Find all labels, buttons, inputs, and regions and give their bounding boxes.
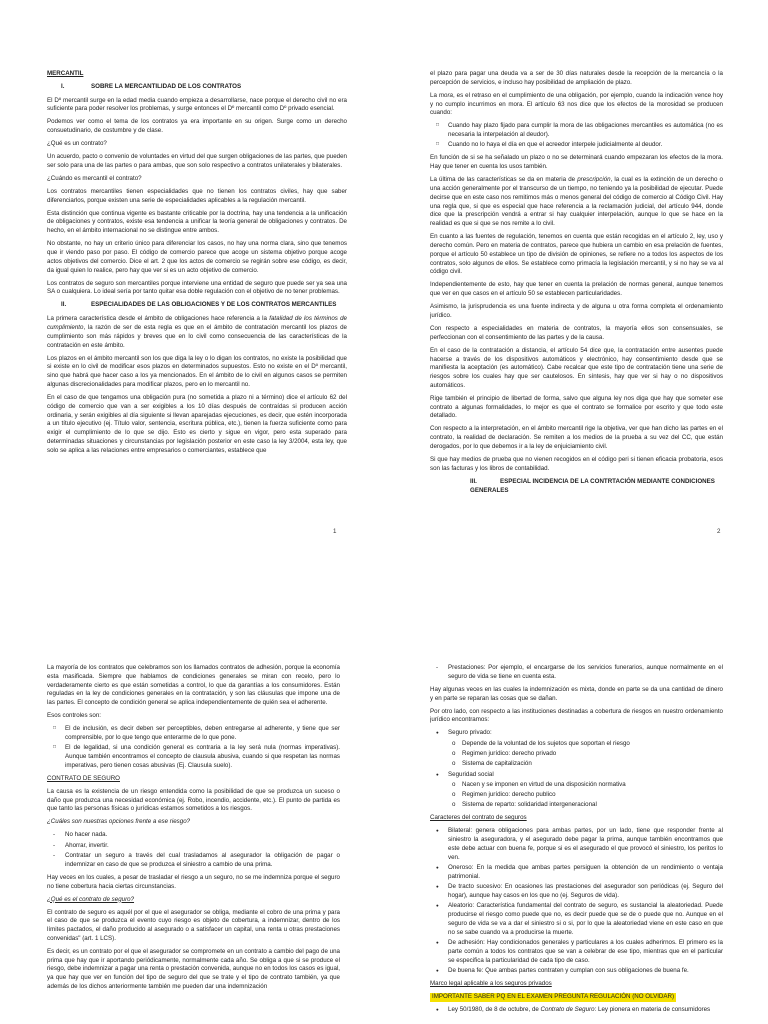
text-run: , la razón de ser de esta regla es que en el ámbito de contratación mercantil los plazos de cumplimiento son más rápidos y breves que en lo civil como consecuencia de las características de la contratación en este ámbito.: [47, 324, 347, 349]
question: [47, 818, 340, 827]
list-item: - Ahorrar, invertir.: [47, 842, 340, 851]
list-item: - Prestaciones: Por ejemplo, el encargarse de los servicios funerarios, aunque normalmente en el seguro de vida se tiene en cuenta esta.: [430, 664, 723, 682]
page-number: 1: [333, 528, 337, 535]
paragraph: Los contratos mercantiles tienen especialidades que no tienen los contratos civiles, hay que saber diferenciarlos, porque existen una serie de especialidades aplicables a la regulación mercantil.: [47, 187, 347, 204]
list-item: o Regimen jurídico: derecho publico: [430, 791, 723, 800]
paragraph: Rige también el principio de libertad de forma, salvo que alguna ley nos diga que hay que someter ese contrato a algunas formalidades, lo mejor es que el contrato se formalice por escrito y que todo este detallado.: [430, 394, 723, 420]
list-item: o Sistema de capitalización: [430, 760, 723, 769]
list-item: ● Aleatorio: Característica fundamental del contrato de seguro, es sustancial la aleatoriedad. Puede producirse el riesgo como puede que no, es decir puede que se de o puede que no. Aunque en el seguro de vida se va a dar el siniestro si o si, por lo que la aleatoriedad viene en este caso en que no se sabe cuando va a producirse la muerte.: [430, 902, 723, 937]
prestaciones-list: [430, 664, 723, 682]
paragraph: La mayoría de los contratos que celebramos son los llamados contratos de adhesión, porque la economía esta masificada. Siempre que hablamos de condiciones generales se miran con recelo, pero lo verdaderamente cierto es que están sometidas a control, lo que da garantías a los consumidores. Están reguladas en la ley de condiciones generales en la contratación, y son las cláusulas que impone una de las partes. El concepto de condición general se aplica independientemente de quién sea el adherente.: [47, 664, 340, 707]
section-heading-1: [61, 83, 347, 92]
paragraph: Un acuerdo, pacto o convenio de voluntades en virtud del que surgen obligaciones de las partes, que pueden ser solo para una de las partes o para ambas, que son solo respectivo a contratos unilaterales y bilaterales.: [47, 153, 347, 169]
paragraph: Los plazos en el ámbito mercantil son los que diga la ley o lo digan los contratos, no existe la posibilidad que si existe en lo civil de modificar esos plazos en determinados supuestos. Esto no existe en el Dº mercantil, sino que habrá que hacer caso a los ya mencionados. En el ámbito de lo civil en algunos casos se permiten algunas discrecionalidades para modificar plazos, pero en lo mercantil no.: [47, 354, 347, 388]
page-1: [47, 70, 347, 540]
paragraph: Independientemente de esto, hay que tener en cuenta la prelación de normas general, aunque tenemos que ver en que casos en el artículo 50 se establecen particularidades.: [430, 281, 723, 298]
options-list: [47, 831, 340, 869]
page-number: 2: [717, 528, 721, 535]
paragraph: Hay veces en los cuales, a pesar de trasladar el riesgo a un seguro, no se me indemniza porque el seguro no tiene cobertura hacia ciertas circunstancias.: [47, 873, 340, 890]
paragraph: Con respecto a la interpretación, en el ámbito mercantil rige la objetiva, ver que han dicho las partes en el contrato, la realidad de declaración. Se remiten a los medios de la prueba a su vez del CC, que están derogados, por lo que debemos ir a la ley de enjuiciamiento civil.: [430, 425, 723, 451]
list-item: ● Oneroso: En la medida que ambas partes persiguen la obtención de un rendimiento o ventaja patrimonial.: [430, 864, 723, 882]
section-heading: Marco legal aplicable a los seguros privados: [430, 979, 552, 987]
list-item: o Depende de la voluntad de los sujetos que soportan el riesgo: [430, 740, 723, 749]
institutions-list: [430, 729, 723, 738]
paragraph: Es decir, es un contrato por el que el asegurador se compromete en un contrato a cambio del pago de una prima que hay que ir aportando periódicamente, normalmente cada año. Se obliga a que si se produce el riesgo, debe indemnizar a pagar una renta o prestación convenida, aunque no en todos los casos es igual, ya que hay que ver en función del tipo de seguro del que se trate y el tipo de contrato también, ya que además de los dichos anteriormente también me pueden dar una indemnización: [47, 947, 340, 991]
text-run: La última de las características se da en materia de: [430, 176, 578, 184]
section-number: I.: [61, 82, 65, 90]
paragraph: Esos controles son:: [47, 712, 101, 720]
list-item: □ El de legalidad, si una condición general es contraria a la ley será nula (normas imperativas). Aunque también encontramos el concepto de clausula abusiva, cuando si que respetan las normas imperativas, pero tienen cosas abusivas (Ej. Clausula suelo).: [47, 744, 340, 770]
question: ¿Cuándo es mercantil el contrato?: [47, 174, 142, 182]
section-heading: Caracteres del contrato de seguros: [430, 814, 527, 822]
section-number: III.: [470, 477, 477, 485]
highlight-note: [430, 993, 723, 1002]
paragraph: [47, 315, 347, 350]
list-item: ● De buena fe: Que ambas partes contraten y cumplan con sus obligaciones de buena fe.: [430, 967, 723, 976]
text-run: La primera característica desde el ámbito de obligaciones hace referencia a la: [47, 315, 270, 323]
italic-question: ¿Cuáles son nuestras opciones frente a ese riesgo?: [47, 818, 191, 826]
paragraph: Si que hay medios de prueba que no vienen recogidos en el código peri si tienen eficacia probatoria, esos son las facturas y los libros de contabilidad.: [430, 456, 723, 472]
text-run: , la cual es la extinción de un derecho o una acción generalmente por el transcurso de un tiempo, no teniendo ya la posibilidad de ejecutar. Puede decirse que en este caso nos remitimos más o menos general del código de comercio al Código Civil. Hay una regla que, si que es especial que hace referencia a la reclamación judicial, del artículo 944, donde dice que la prescripción vendrá a entrar si hay cualquier interpelación, aunque lo que se hace en la realidad es que si que se nos remite a lo civil.: [430, 176, 723, 228]
paragraph: Con respecto a especialidades en materia de contratos, la mayoría ellos son consensuales, se perfeccionan con el consentimiento de las partes y de la causa.: [430, 324, 723, 341]
sublist: [430, 781, 723, 810]
paragraph: En función de si se ha señalado un plazo o no se determinará cuando empezaran los efectos de la mora. Hay que tener en cuenta los usos también.: [430, 154, 723, 171]
list-item: o Regimen jurídico: derecho privado: [430, 750, 723, 759]
paragraph: el plazo para pagar una deuda va a ser de 30 días naturales desde la recepción de la mercancía o la percepción de servicios, e incluso hay posibilidad de ampliación de plazo.: [430, 70, 723, 86]
list-item: □ Cuando no lo haya el día en que el acreedor interpele judicialmente al deudor.: [430, 141, 723, 150]
doc-title: MERCANTIL: [47, 70, 84, 77]
paragraph: En el caso de que tengamos una obligación pura (no sometida a plazo ni a término) dice el artículo 62 del código de comercio que van a ser exigibles a los 10 días después de contraídas si producen acción ordinaria, y serán exigibles al día siguiente si llevan aparejadas ejecuciones, es decir, que estén incorporada a un título ejecutivo (ej. Título valor, sentencia, escritura pública, etc.), tienen la fuerza suficiente como para exigir el cumplimiento de lo que se dijo. Esto es cierto y sigue en vigor, pero esta superado para determinadas situaciones y circunstancias por legislación posterior en este caso la ley 3/2004, esta ley, que solo se aplica a las relaciones entre empresarios o comerciantes, establece que: [47, 393, 347, 454]
paragraph: Asimismo, la jurisprudencia es una fuente indirecta y de alguna u otra forma completa el ordenamiento jurídico.: [430, 303, 723, 319]
characteristics-list: [430, 827, 723, 975]
list-item: o Nacen y se imponen en virtud de una disposición normativa: [430, 781, 723, 790]
italic-term: fatalidad de los términos de cumplimiento: [47, 315, 347, 332]
controls-list: [47, 725, 340, 770]
section-heading-2: [61, 301, 347, 310]
law-list: [430, 1006, 723, 1015]
italic-term: mora: [438, 91, 453, 99]
section-heading-3: [470, 478, 723, 496]
highlighted-text: IMPORTANTE SABER PQ EN EL EXAMEN PREGUNTA REGULACIÓN (NO OLVIDAR): [432, 992, 675, 1000]
institutions-list: [430, 771, 723, 780]
paragraph: En el caso de la contratación a distancia, el artículo 54 dice que, la contratación entre ausentes puede hacerse a través de los dispositivos automáticos y electrónico, hay consentimiento desde que se manifiesta la aceptación (es automático). Cabe recalcar que este tipo de contratación tiene una serie de riesgos sobre los cuales hay que ser cautelosos. En síntesis, hay que ver si hay o no dispositivos automáticos.: [430, 346, 723, 389]
text-run: , es el retraso en el cumplimiento de una obligación, por ejemplo, cuando la indicación vence hoy y no cumplo incurrimos en mora. El artículo 63 nos dice que los efectos de la morosidad se producen cuando:: [430, 91, 723, 117]
paragraph: Por otro lado, con respecto a las instituciones destinadas a cobertura de riesgos en nuestro ordenamiento jurídico encontramos:: [430, 707, 723, 724]
question: ¿Qué es un contrato?: [47, 140, 107, 148]
bullet-list: [430, 122, 723, 150]
paragraph: Podemos ver como el tema de los contratos ya era importante en su origen. Surge como un derecho consuetudinario, de costumbre y de clase.: [47, 118, 347, 135]
italic-term: prescripción: [577, 176, 611, 184]
section-title: SOBRE LA MERCANTILIDAD DE LOS CONTRATOS: [91, 82, 242, 90]
list-item: □ Cuando hay plazo fijado para cumplir la mora de las obligaciones mercantiles es automática (no es necesaria la interpelación al deudor).: [430, 122, 723, 140]
page-2: [430, 70, 723, 540]
paragraph: El contrato de seguro es aquél por el que el asegurador se obliga, mediante el cobro de una prima y para el caso de que se produzca el evento cuyo riesgo es objeto de cobertura, a indemnizar, dentro de los límites pactados, el daño producido al asegurado o a satisfacer un capital, una renta u otras prestaciones convenidas" (art. 1 LCS).: [47, 908, 340, 942]
list-item: ● Seguridad social: [430, 771, 723, 780]
list-item: □ El de inclusión, es decir deben ser perceptibles, deben entregarse al adherente, y tiene que ser comprensible, por lo que tengo que enterarme de lo que pone.: [47, 725, 340, 743]
page-4: [430, 664, 723, 1024]
section-title: ESPECIALIDADES DE LAS OBLIGACIONES Y DE LOS CONTRATOS MERCANTILES: [91, 301, 337, 309]
paragraph: Hay algunas veces en las cuales la indemnización es mixta, donde en parte se da una cantidad de dinero y en parte se reparan las cosas que se dañan.: [430, 685, 723, 702]
section-heading: CONTRATO DE SEGURO: [47, 774, 120, 782]
list-item: ● Bilateral: genera obligaciones para ambas partes, por un lado, tiene que responder frente al siniestro la aseguradora, y el asegurado debe pagar la prima, aunque también encontramos que este debe actuar con buena fe, porque si es el asegurado el que provocó el siniestro, los peritos lo ven.: [430, 827, 723, 862]
sublist: [430, 740, 723, 769]
section-title: ESPECIAL INCIDENCIA DE LA CONTRTACIÓN MEDIANTE CONDICIONES GENERALES: [470, 477, 715, 494]
paragraph: El Dº mercantil surge en la edad media cuando empieza a desarrollarse, nace porque el derecho civil no era suficiente para poder resolver los problemas, y surge entonces el Dº mercantil como Dº privado esencial.: [47, 96, 347, 113]
list-item: - Contratar un seguro a través del cual trasladamos al asegurador la obligación de pagar o indemnizar en caso de que se produzca el siniestro a cambio de una prima.: [47, 852, 340, 870]
italic-term: Contrato de Seguro: [540, 1005, 595, 1013]
paragraph: Esta distinción que continua vigente es bastante criticable por la doctrina, hay una tendencia a la unificación de obligaciones y contratos, existe esa tendencia a unificar la teoría general de obligaciones y contratos. De hecho, en el ámbito internacional no se distingue entre ambos.: [47, 209, 347, 235]
list-item: - No hacer nada.: [47, 831, 340, 840]
text-run: Ley 50/1980, de 8 de octubre, de: [448, 1005, 541, 1013]
paragraph: No obstante, no hay un criterio único para diferenciar los casos, no hay una norma clara, sino que tenemos que ir viendo paso por paso. El código de comercio parece que acoge un sistema objetivo porque acoge actos objetivos del comercio. Dice el art. 2 que los actos de comercio se regirán sobre ese código, es decir, da igual quien lo realice, pero hay que ver si es un acto objetivo de comercio.: [47, 240, 347, 274]
paragraph: [430, 92, 723, 118]
paragraph: Los contratos de seguro son mercantiles porque interviene una entidad de seguro que puede ser ya sea una SA o cualquiera. Lo ideal sería por tanto quitar esa doble regulación con el objetivo de no tener problemas.: [47, 279, 347, 296]
paragraph: La causa es la existencia de un riesgo entendida como la posibilidad de que se produzca un suceso o daño que produzca una necesidad económica (ej. Robo, incendio, accidente, etc.). El punto de partida es que tanto las personas físicas o jurídicas estamos sometidos a los riesgos.: [47, 787, 340, 813]
text-run: La: [430, 91, 439, 99]
text-run: : Ley pionera en materia de consumidores: [594, 1005, 711, 1013]
list-item: o Sistema de reparto: solidaridad intergeneracional: [430, 801, 723, 810]
paragraph: [430, 176, 723, 229]
list-item: ● De adhesión: Hay condicionados generales y particulares a los cuales adherirnos. El primero es la parte común a todos los contratos que se van a celebrar de ese tipo, mientras que en el particular se especifica la particularidad de cada tipo de caso.: [430, 939, 723, 965]
list-item: [430, 1006, 723, 1015]
italic-question: ¿Qué es el contrato de seguro?: [47, 895, 135, 903]
paragraph: En cuanto a las fuentes de regulación, tenemos en cuenta que están recogidas en el artículo 2, ley, uso y derecho común. Pero en materia de contratos, parece que hubiera un cambio en esa prelación de fuentes, porque el artículo 50 establece un tipo de división de opiniones, se refiere no a todos los aspectos de los contratos, solo algunos de ellos. Se establece como primacía la legislación mercantil, y si no hay se va al código civil.: [430, 233, 723, 276]
section-number: II.: [61, 301, 67, 309]
page-3: [47, 664, 340, 1024]
list-item: ● De tracto sucesivo: En ocasiones las prestaciones del asegurador son periódicas (ej. Seguro del hogar), aunque hay casos en los que no (ej. Seguros de vida).: [430, 883, 723, 901]
list-item: ● Seguro privado:: [430, 729, 723, 738]
question: [47, 896, 340, 905]
